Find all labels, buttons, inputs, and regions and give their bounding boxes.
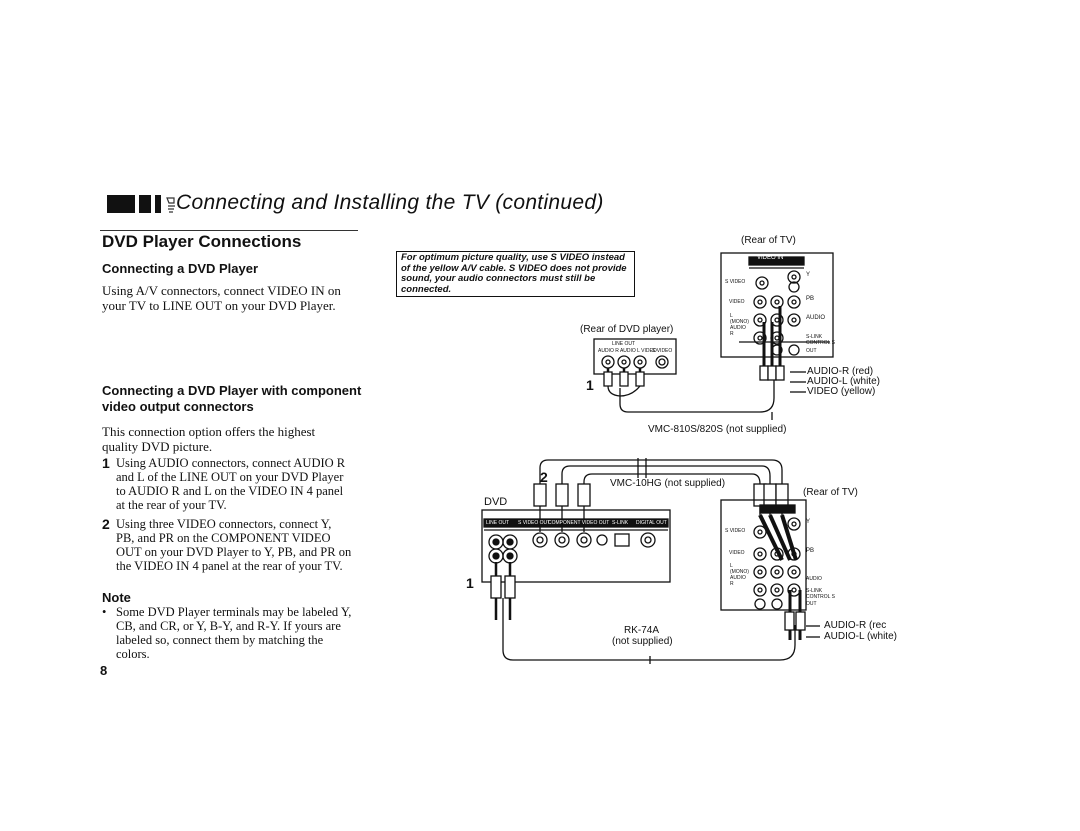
- s-video-label-2: S VIDEO: [725, 528, 746, 534]
- dvd-component-out-label: COMPONENT VIDEO OUT: [548, 520, 610, 526]
- step-text: Using three VIDEO connectors, connect Y, PB, and PR on the COMPONENT VIDEO OUT on your DVD Player to Y, PB, and PR on the VIDEO IN 4 panel at the rear of your TV.: [116, 517, 352, 573]
- dvd-s-video-label: S VIDEO: [652, 348, 673, 354]
- mono-audio-label-2: L (MONO) AUDIO R: [730, 563, 749, 587]
- rear-dvd-label: (Rear of DVD player): [580, 324, 674, 335]
- dvd-jacks-1: [602, 356, 668, 368]
- dvd-label: DVD: [484, 496, 508, 508]
- audio-label-2: AUDIO: [806, 576, 822, 582]
- step2-marker: 2: [540, 469, 548, 485]
- body-text: This connection option offers the highest quality DVD picture.: [102, 424, 316, 454]
- s-video-label: S VIDEO: [725, 279, 746, 285]
- dvd-jacks-2: [489, 533, 655, 563]
- rk-cable-label: RK-74A: [624, 625, 660, 636]
- mono-audio-label: L (MONO) AUDIO R: [730, 313, 749, 337]
- audio-l-label-2: AUDIO-L (white): [824, 631, 897, 642]
- out-label-2: OUT: [806, 601, 817, 607]
- y-label-2: Y: [806, 519, 811, 525]
- dvd-digital-out-label: DIGITAL OUT: [636, 520, 667, 526]
- page-heading: Connecting and Installing the TV (continued): [176, 191, 604, 214]
- rear-tv-label: (Rear of TV): [741, 235, 796, 246]
- step-marker: 1: [586, 377, 594, 393]
- step-number: 1: [102, 455, 110, 471]
- note-title: Note: [102, 590, 131, 605]
- note-text: Some DVD Player terminals may be labeled Y, CB, and CR, or Y, B-Y, and R-Y. If yours are labeled so, connect them by matching the colors.: [116, 605, 352, 661]
- video-cable-label: VIDEO (yellow): [807, 386, 876, 397]
- step1-marker: 1: [466, 575, 474, 591]
- video-in-label: VIDEO IN: [757, 255, 784, 261]
- dvd-s-video-out-label: S VIDEO OUT: [518, 520, 551, 526]
- rear-tv-label-2: (Rear of TV): [803, 487, 858, 498]
- dvd-line-out-label: LINE OUT: [486, 520, 510, 526]
- slink-label: S-LINK CONTROL S: [806, 334, 835, 346]
- rk-cable-note: (not supplied): [612, 636, 673, 647]
- section-title: DVD Player Connections: [102, 232, 302, 251]
- page-number: 8: [100, 663, 108, 678]
- pb-label: PB: [806, 296, 815, 302]
- line-out-label: LINE OUT: [612, 341, 636, 347]
- component-cable-label: VMC-10HG (not supplied): [610, 478, 726, 489]
- dvd-s-link-label: S-LINK: [612, 520, 629, 526]
- body-text: Using A/V connectors, connect VIDEO IN on your TV to LINE OUT on your DVD Player.: [102, 283, 341, 313]
- dvd-jacks-label: AUDIO R AUDIO L VIDEO: [598, 348, 657, 354]
- subsection-title: Connecting a DVD Player: [102, 261, 259, 276]
- y-label: Y: [806, 272, 811, 278]
- audio-label: AUDIO: [806, 315, 826, 321]
- audio-r-label-2: AUDIO-R (rec: [824, 620, 887, 631]
- video-label-2: VIDEO: [729, 550, 745, 556]
- step-number: 2: [102, 516, 110, 532]
- pb-label-2: PB: [806, 548, 815, 554]
- cable-label: VMC-810S/820S (not supplied): [648, 424, 787, 435]
- slink-label-2: S-LINK CONTROL S: [806, 588, 835, 600]
- out-label: OUT: [806, 348, 817, 354]
- subsection-title: Connecting a DVD Player with component video output connectors: [102, 383, 362, 414]
- audio-l-label: AUDIO-L (white): [807, 376, 880, 387]
- audio-r-label: AUDIO-R (red): [807, 366, 874, 377]
- video-label: VIDEO: [729, 299, 745, 305]
- step-text: Using AUDIO connectors, connect AUDIO R and L of the LINE OUT on your DVD Player to AUDIO R and L on the VIDEO IN 4 panel at the rear of your TV.: [116, 456, 346, 512]
- bullet-icon: •: [102, 605, 107, 619]
- tip-box: For optimum picture quality, use S VIDEO instead of the yellow A/V cable. S VIDEO does not provide sound, your audio connectors must still be connected.: [396, 251, 635, 297]
